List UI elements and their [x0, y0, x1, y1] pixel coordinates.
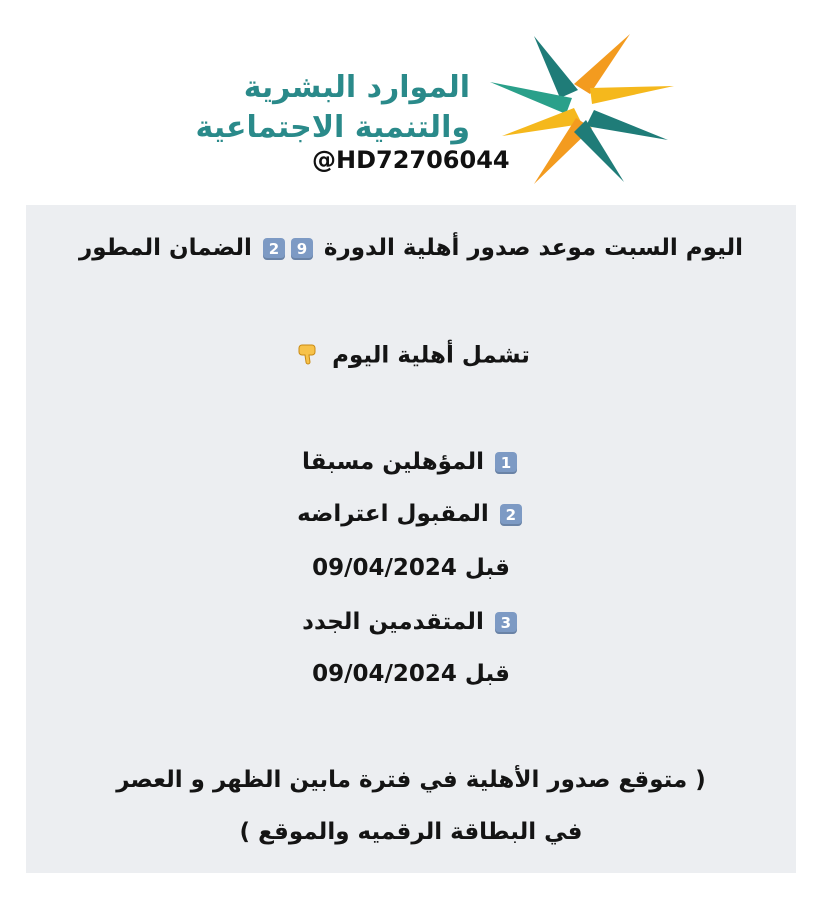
list-item-note — [26, 661, 796, 687]
keycap-number: 1 — [495, 452, 517, 474]
note-prefix: قبل — [464, 661, 510, 687]
list-item-text: المؤهلين مسبقا — [301, 449, 484, 475]
organization-name — [180, 68, 470, 148]
footer-note-line1: ( متوقع صدور الأهلية في فترة مابين الظهر و العصر — [116, 767, 706, 793]
subtitle-text: تشمل أهلية اليوم — [332, 342, 530, 369]
subtitle — [26, 341, 796, 371]
footer-note-line2: في البطاقة الرقميه والموقع ) — [239, 819, 583, 845]
list-item-text: المتقدمين الجدد — [302, 609, 484, 635]
keycap-digit: 2 — [263, 238, 285, 260]
headline — [26, 235, 796, 261]
list-item-text: المقبول اعتراضه — [297, 501, 489, 527]
backhand-index-pointing-down-icon — [296, 341, 320, 371]
hrsd-logo-icon — [482, 28, 682, 188]
headline-part1: اليوم السبت موعد صدور أهلية الدورة — [323, 235, 743, 261]
keycap-number: 3 — [495, 612, 517, 634]
note-prefix: قبل — [464, 555, 510, 581]
organization-name-line1: الموارد البشرية — [243, 70, 470, 105]
list-item-note — [26, 555, 796, 581]
headline-part2: الضمان المطور — [79, 235, 252, 261]
note-date: 09/04/2024 — [312, 555, 457, 581]
keycap-digit: 9 — [291, 238, 313, 260]
account-handle: @HD72706044 — [312, 146, 510, 174]
organization-name-line2: والتنمية الاجتماعية — [195, 110, 470, 145]
note-date: 09/04/2024 — [312, 661, 457, 687]
cycle-number — [260, 235, 316, 261]
list-item — [26, 609, 796, 635]
announcement-card — [26, 205, 796, 873]
header — [0, 0, 822, 200]
list-item — [26, 501, 796, 527]
keycap-number: 2 — [500, 504, 522, 526]
list-item — [26, 449, 796, 475]
